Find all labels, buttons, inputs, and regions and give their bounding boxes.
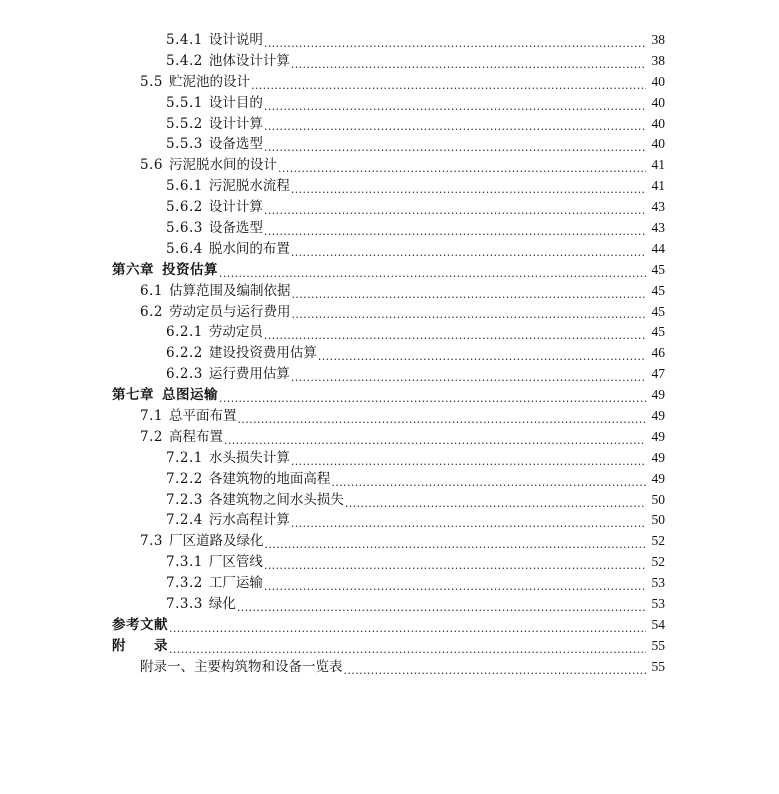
toc-entry-page-number: 45 <box>651 324 665 340</box>
dot-leader <box>264 37 646 51</box>
dot-leader <box>251 79 646 93</box>
toc-entry-number: 5.5.3 <box>166 136 203 153</box>
toc-entry-page-number: 49 <box>651 470 665 486</box>
toc-entry-line <box>166 176 665 197</box>
toc-entry-title: 绿化 <box>208 596 236 613</box>
toc-entry-line <box>166 197 665 218</box>
toc-entry-line <box>112 636 665 657</box>
toc-entry-line <box>166 552 665 573</box>
dot-leader <box>318 350 646 364</box>
dot-leader <box>291 288 646 302</box>
toc-entry-title: 设备选型 <box>208 220 263 237</box>
toc-entry-line <box>166 364 665 385</box>
dot-leader <box>219 392 646 406</box>
toc-entry-page-number: 45 <box>651 303 665 319</box>
dot-leader <box>264 559 646 573</box>
toc-entry-line <box>140 72 665 93</box>
toc-entry[interactable] <box>0 51 779 72</box>
toc-entry-line <box>112 615 665 636</box>
toc-entry-number: 6.1 <box>140 282 163 299</box>
toc-entry-title: 厂区道路及绿化 <box>168 533 264 550</box>
dot-leader <box>264 329 646 343</box>
dot-leader <box>291 455 646 469</box>
dot-leader <box>291 183 646 197</box>
toc-entry-number: 7.2.1 <box>166 449 203 466</box>
toc-entry-line <box>166 343 665 364</box>
toc-entry-line <box>166 51 665 72</box>
toc-entry-page-number: 40 <box>651 73 665 89</box>
toc-entry[interactable] <box>0 281 779 302</box>
toc-entry-title: 设备选型 <box>208 136 263 153</box>
toc-entry-line <box>140 302 665 323</box>
toc-entry-number: 7.3 <box>140 533 163 550</box>
toc-entry-title: 设计计算 <box>208 199 263 216</box>
toc-entry-number: 5.5.2 <box>166 115 203 132</box>
toc-entry-title: 池体设计计算 <box>208 52 290 69</box>
toc-entry-page-number: 38 <box>651 32 665 47</box>
toc-entry-page-number: 49 <box>651 428 665 444</box>
toc-entry-page-number: 41 <box>651 178 665 194</box>
toc-entry-page-number: 49 <box>651 408 665 424</box>
toc-entry-title: 附录一、主要构筑物和设备一览表 <box>140 658 343 675</box>
toc-entry-title: 投资估算 <box>162 261 218 278</box>
toc-entry-number: 5.5.1 <box>166 94 203 111</box>
dot-leader <box>264 120 646 134</box>
dot-leader <box>264 225 646 239</box>
toc-entry-line <box>166 239 665 260</box>
toc-entry-line <box>166 510 665 531</box>
toc-entry-page-number: 40 <box>651 94 665 110</box>
dot-leader <box>224 434 646 448</box>
toc-entry-number: 5.4.1 <box>166 32 203 48</box>
toc-entry[interactable] <box>0 448 779 469</box>
toc-entry-line <box>166 114 665 135</box>
toc-entry-title: 高程布置 <box>168 428 223 445</box>
dot-leader <box>264 538 646 552</box>
dot-leader <box>344 664 647 678</box>
toc-entry-number: 6.2.3 <box>166 366 203 383</box>
toc-entry-title: 总平面布置 <box>168 408 237 425</box>
toc-entry-number: 7.3.1 <box>166 554 203 571</box>
toc-entry-title: 建设投资费用估算 <box>208 345 317 362</box>
toc-entry-number: 5.6.2 <box>166 199 203 216</box>
toc-entry[interactable] <box>0 594 779 615</box>
dot-leader <box>169 643 646 657</box>
toc-entry[interactable] <box>0 657 779 678</box>
toc-entry-line <box>166 134 665 155</box>
toc-entry-title: 污泥脱水间的设计 <box>168 157 277 174</box>
toc-entry-number: 5.6.4 <box>166 240 203 257</box>
toc-entry-page-number: 43 <box>651 220 665 236</box>
toc-entry-line <box>166 448 665 469</box>
toc-entry-page-number: 50 <box>651 512 665 528</box>
dot-leader <box>264 204 646 218</box>
toc-entry[interactable] <box>0 114 779 135</box>
toc-entry-number: 5.4.2 <box>166 52 203 69</box>
toc-entry-title: 工厂运输 <box>208 575 263 592</box>
toc-entry-title: 参考文献 <box>112 616 168 633</box>
toc-entry-line <box>140 281 665 302</box>
toc-entry-number: 5.6.1 <box>166 178 203 195</box>
toc-entry-title: 水头损失计算 <box>208 449 290 466</box>
toc-entry-page-number: 40 <box>651 136 665 152</box>
dot-leader <box>219 267 646 281</box>
toc-entry[interactable] <box>0 30 779 51</box>
toc-entry-line <box>140 427 665 448</box>
toc-entry-number: 5.6 <box>140 157 163 174</box>
toc-entry[interactable] <box>0 93 779 114</box>
toc-entry-line <box>140 155 665 176</box>
dot-leader <box>345 497 646 511</box>
dot-leader <box>331 476 646 490</box>
toc-entry-number: 6.2 <box>140 303 163 320</box>
toc-entry-title: 贮泥池的设计 <box>168 73 250 90</box>
toc-entry-line <box>166 469 665 490</box>
toc-entry-line <box>166 573 665 594</box>
dot-leader <box>264 141 646 155</box>
toc-entry[interactable] <box>0 531 779 552</box>
toc-entry-line <box>166 30 665 51</box>
toc-entry-title: 各建筑物之间水头损失 <box>208 491 344 508</box>
toc-entry-page-number: 49 <box>651 449 665 465</box>
toc-entry-title: 脱水间的布置 <box>208 240 290 257</box>
toc-entry-title: 总图运输 <box>162 387 218 404</box>
toc-entry[interactable] <box>0 573 779 594</box>
toc-entry[interactable] <box>0 322 779 343</box>
toc-entry[interactable] <box>0 552 779 573</box>
toc-entry-line <box>166 594 665 615</box>
dot-leader <box>291 246 646 260</box>
toc-entry[interactable] <box>0 406 779 427</box>
toc-entry[interactable] <box>0 343 779 364</box>
toc-entry[interactable] <box>0 260 779 281</box>
toc-entry-line <box>112 385 665 406</box>
toc-entry[interactable] <box>0 197 779 218</box>
toc-entry-line <box>166 93 665 114</box>
toc-entry[interactable] <box>0 469 779 490</box>
toc-entry-page-number: 53 <box>651 575 665 591</box>
toc-entry[interactable] <box>0 134 779 155</box>
toc-entry-title: 运行费用估算 <box>208 366 290 383</box>
dot-leader <box>291 371 646 385</box>
toc-entry-title: 劳动定员与运行费用 <box>168 303 291 320</box>
toc-entry-number: 7.2 <box>140 428 163 445</box>
toc-entry[interactable] <box>0 176 779 197</box>
toc-entry-title: 各建筑物的地面高程 <box>208 470 331 487</box>
toc-entry-title: 附 录 <box>112 637 168 654</box>
toc-entry-page-number: 52 <box>651 533 665 549</box>
toc-entry[interactable] <box>0 72 779 93</box>
toc-entry-page-number: 41 <box>651 157 665 173</box>
toc-entry-page-number: 53 <box>651 596 665 612</box>
toc-entry-page-number: 43 <box>651 199 665 215</box>
toc-entry-page-number: 50 <box>651 491 665 507</box>
toc-entry[interactable] <box>0 490 779 511</box>
toc-entry-title: 厂区管线 <box>208 554 263 571</box>
toc-entry-page-number: 45 <box>651 282 665 298</box>
toc-entry-number: 6.2.1 <box>166 324 203 341</box>
toc-entry-line <box>166 218 665 239</box>
dot-leader <box>237 601 646 615</box>
toc-entry[interactable] <box>0 385 779 406</box>
toc-entry-number: 5.6.3 <box>166 220 203 237</box>
table-of-contents <box>0 30 779 678</box>
toc-entry-page-number: 46 <box>651 345 665 361</box>
toc-entry-number: 第七章 <box>112 387 154 404</box>
toc-entry-page-number: 55 <box>651 658 665 674</box>
dot-leader <box>237 413 646 427</box>
dot-leader <box>264 100 646 114</box>
toc-entry-title: 设计目的 <box>208 94 263 111</box>
toc-entry-line <box>112 260 665 281</box>
toc-entry-page-number: 47 <box>651 366 665 382</box>
toc-entry-line <box>166 322 665 343</box>
toc-entry-number: 7.2.3 <box>166 491 203 508</box>
toc-entry[interactable] <box>0 615 779 636</box>
toc-entry-line <box>140 657 665 678</box>
toc-entry-page-number: 40 <box>651 115 665 131</box>
dot-leader <box>291 58 646 72</box>
dot-leader <box>278 162 646 176</box>
toc-entry-page-number: 45 <box>651 261 665 277</box>
toc-entry[interactable] <box>0 427 779 448</box>
toc-entry-line <box>140 406 665 427</box>
toc-entry-number: 6.2.2 <box>166 345 203 362</box>
toc-entry-page-number: 55 <box>651 637 665 653</box>
toc-entry-title: 污泥脱水流程 <box>208 178 290 195</box>
toc-entry[interactable] <box>0 510 779 531</box>
dot-leader <box>169 622 646 636</box>
toc-entry-number: 7.2.4 <box>166 512 203 529</box>
toc-entry-line <box>140 531 665 552</box>
toc-entry-number: 7.1 <box>140 408 163 425</box>
toc-entry-title: 污水高程计算 <box>208 512 290 529</box>
toc-entry[interactable] <box>0 239 779 260</box>
toc-entry-number: 5.5 <box>140 73 163 90</box>
toc-entry-number: 7.2.2 <box>166 470 203 487</box>
toc-entry-page-number: 44 <box>651 240 665 256</box>
toc-entry-line <box>166 490 665 511</box>
toc-entry-page-number: 52 <box>651 554 665 570</box>
toc-entry-page-number: 38 <box>651 52 665 68</box>
dot-leader <box>264 580 646 594</box>
toc-entry[interactable] <box>0 155 779 176</box>
toc-entry-page-number: 49 <box>651 387 665 403</box>
toc-entry[interactable] <box>0 364 779 385</box>
toc-entry[interactable] <box>0 218 779 239</box>
toc-entry[interactable] <box>0 302 779 323</box>
dot-leader <box>291 517 646 531</box>
toc-entry-number: 7.3.2 <box>166 575 203 592</box>
toc-entry-title: 劳动定员 <box>208 324 263 341</box>
toc-entry[interactable] <box>0 636 779 657</box>
dot-leader <box>291 308 646 322</box>
toc-entry-number: 7.3.3 <box>166 596 203 613</box>
toc-entry-title: 设计计算 <box>208 115 263 132</box>
toc-entry-title: 估算范围及编制依据 <box>168 282 291 299</box>
toc-entry-number: 第六章 <box>112 261 154 278</box>
toc-entry-title: 设计说明 <box>208 32 263 48</box>
toc-entry-page-number: 54 <box>651 616 665 632</box>
